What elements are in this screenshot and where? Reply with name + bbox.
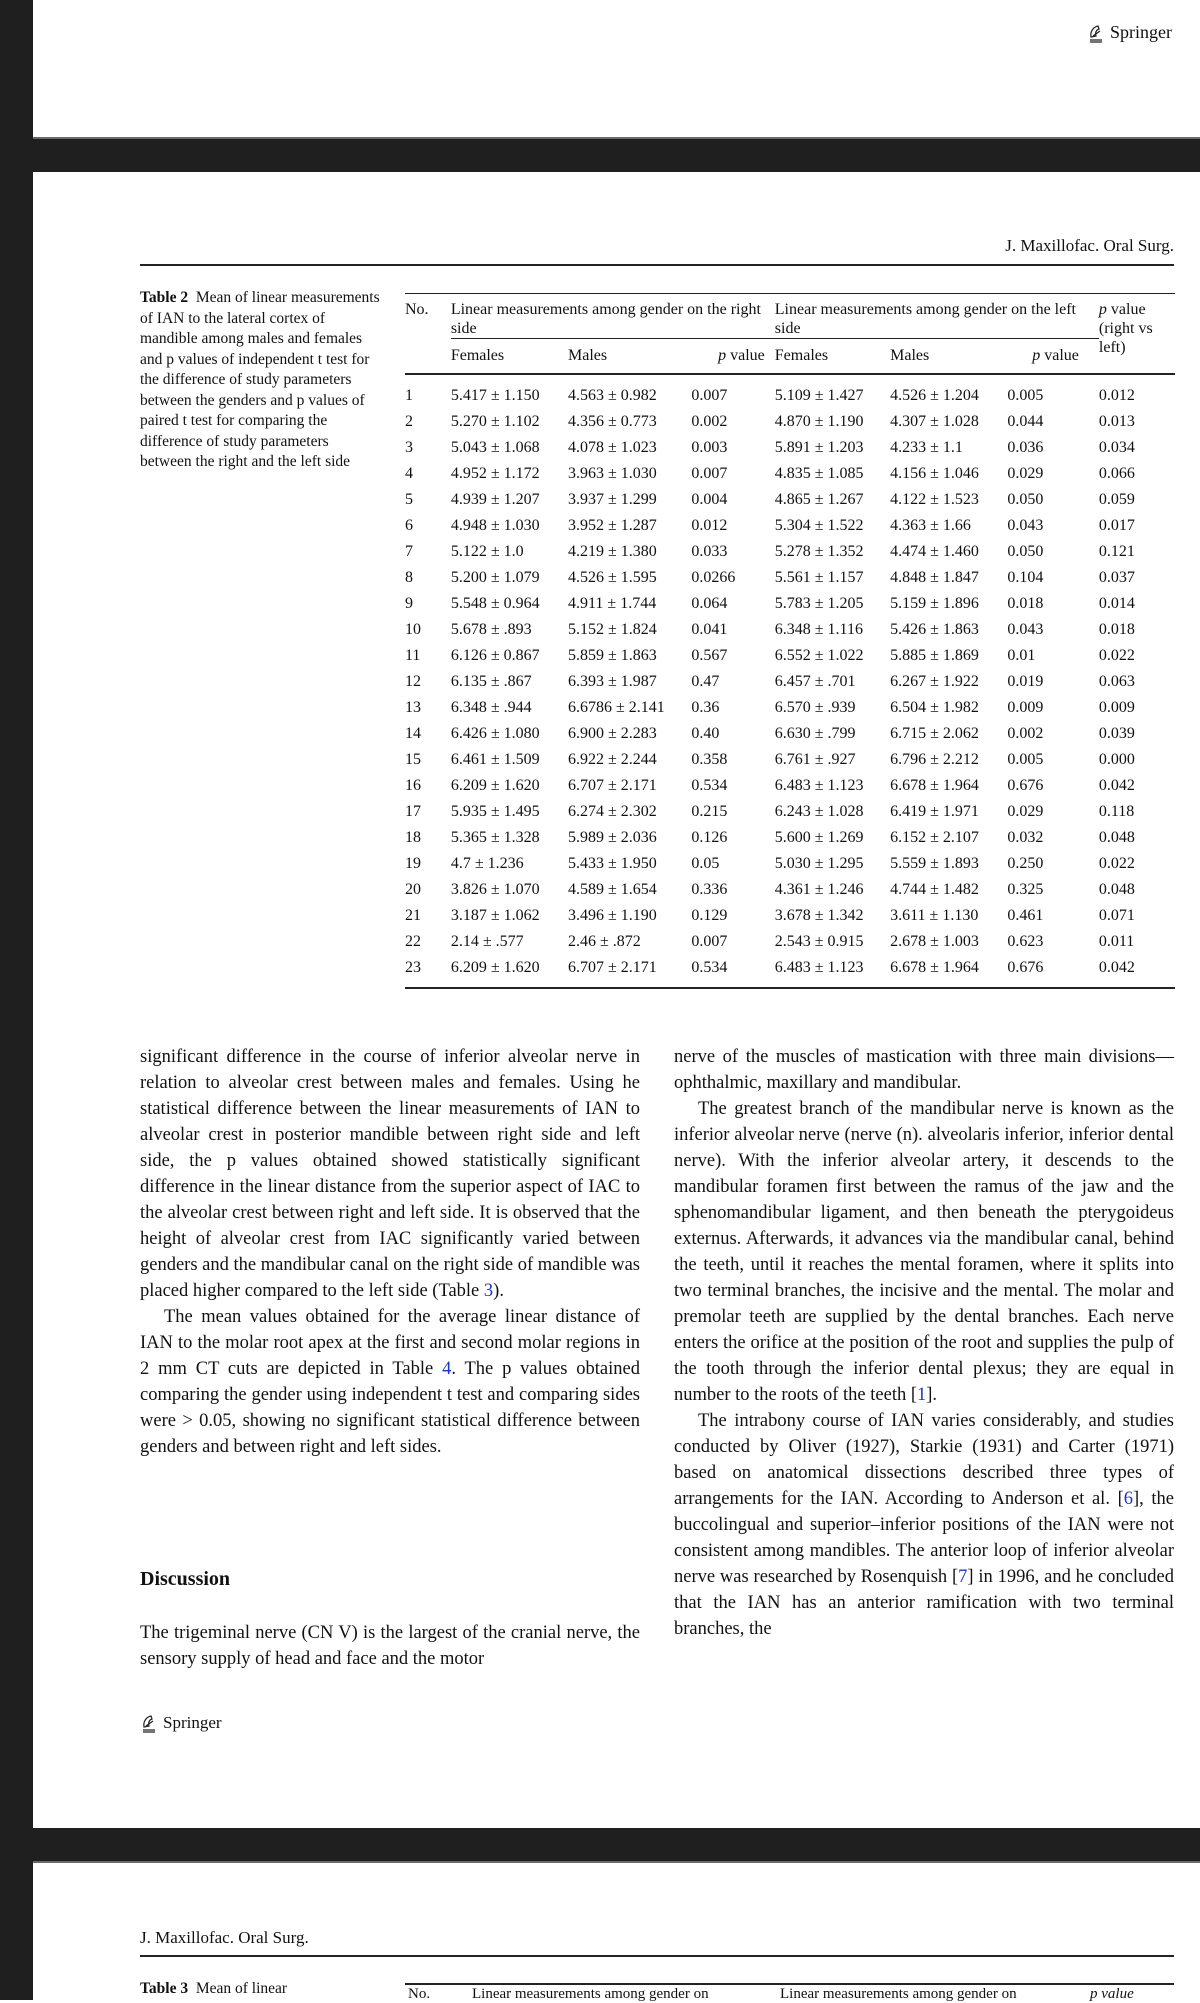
table-cell: 0.009 xyxy=(1007,699,1044,716)
table-cell: 6.900 ± 2.283 xyxy=(568,725,657,742)
section-heading-discussion: Discussion xyxy=(140,1568,231,1590)
table-cell: 0.534 xyxy=(691,959,728,976)
table-cell: 0.01 xyxy=(1007,647,1036,664)
table-cell: 0.126 xyxy=(691,829,728,846)
table-cell: 0.336 xyxy=(691,881,728,898)
table-cell: 5.365 ± 1.328 xyxy=(450,829,540,846)
table-cell: 0.013 xyxy=(1098,413,1135,430)
ref-1-link[interactable]: 1 xyxy=(917,1385,927,1405)
paragraph: nerve of the muscles of mastication with three main divisions—ophthalmic, maxillary and mandibular. xyxy=(674,1047,1174,1093)
table-cell: 5.200 ± 1.079 xyxy=(450,569,540,586)
table-cell: 10 xyxy=(405,621,421,638)
table-cell: 6.243 ± 1.028 xyxy=(774,803,864,820)
table-cell: 0.623 xyxy=(1007,933,1044,950)
table-row xyxy=(405,721,1175,747)
page-separator xyxy=(33,1828,1200,1863)
table-cell: 0.47 xyxy=(691,673,720,690)
table-cell: 3.611 ± 1.130 xyxy=(890,907,979,924)
table-cell: 5.859 ± 1.863 xyxy=(568,647,657,664)
table-cell: 6.419 ± 1.971 xyxy=(890,803,979,820)
table-cell: 5.159 ± 1.896 xyxy=(890,595,979,612)
table-cell: 14 xyxy=(405,725,421,742)
th-left-males: Males xyxy=(890,339,1007,375)
table-row xyxy=(405,565,1175,591)
table-cell: 4.526 ± 1.595 xyxy=(568,569,657,586)
table-cell: 4.939 ± 1.207 xyxy=(450,491,540,508)
table-cell: 2 xyxy=(405,413,413,430)
table-cell: 5.043 ± 1.068 xyxy=(450,439,540,456)
table2-label: Table 2 xyxy=(140,289,189,306)
th-right-males: Males xyxy=(568,339,691,375)
table3-th-left: Linear measurements among gender on xyxy=(780,1986,1017,2002)
table-cell: 3.937 ± 1.299 xyxy=(568,491,657,508)
table-cell: 6.457 ± .701 xyxy=(774,673,856,690)
th-left-females: Females xyxy=(775,339,890,375)
table-cell: 0.048 xyxy=(1098,829,1135,846)
ref-6-link[interactable]: 6 xyxy=(1123,1489,1133,1509)
paragraph: significant difference in the course of inferior alveolar nerve in relation to alveolar crest between males and females. Using he statistical difference between the linear measurements of IAN to alveolar crest in posterior mandible between right side and left side, the p values obtained showed statistically significant difference in the linear distance from the superior aspect of IAC to the alveolar crest between right and left side. It is observed that the height of alveolar crest from IAC significantly varied between genders and the mandibular canal on the right side of mandible was placed higher compared to the left side (Table 3). xyxy=(140,1047,640,1301)
table-cell: 6.152 ± 2.107 xyxy=(890,829,979,846)
table-cell: 0.022 xyxy=(1098,647,1135,664)
table-cell: 0.007 xyxy=(691,465,728,482)
table-cell: 4.307 ± 1.028 xyxy=(890,413,979,430)
table-4-link[interactable]: 4 xyxy=(442,1359,452,1379)
table-row xyxy=(405,374,1175,409)
table-cell: 0.011 xyxy=(1098,933,1135,950)
table-cell: 12 xyxy=(405,673,421,690)
table-cell: 0.000 xyxy=(1098,751,1135,768)
right-column xyxy=(674,1044,1174,1642)
table-cell: 0.014 xyxy=(1098,595,1135,612)
table-cell: 6.922 ± 2.244 xyxy=(568,751,657,768)
p-rl-text: value (right vs left) xyxy=(1098,301,1153,356)
table-cell: 6.426 ± 1.080 xyxy=(450,725,540,742)
table-cell: 6.209 ± 1.620 xyxy=(450,777,540,794)
table-cell: 0.009 xyxy=(1098,699,1135,716)
table-cell: 4.361 ± 1.246 xyxy=(774,881,864,898)
table-cell: 0.071 xyxy=(1098,907,1135,924)
table-cell: 0.042 xyxy=(1098,959,1135,976)
table-cell: 6.126 ± 0.867 xyxy=(450,647,540,664)
table-cell: 9 xyxy=(405,595,413,612)
table-cell: 0.121 xyxy=(1098,543,1135,560)
table-cell: 0.044 xyxy=(1007,413,1044,430)
table-cell: 6.707 ± 2.171 xyxy=(568,959,657,976)
table-cell: 5.885 ± 1.869 xyxy=(890,647,979,664)
springer-label: Springer xyxy=(1110,22,1172,42)
table-cell: 3 xyxy=(405,439,413,456)
table-cell: 0.05 xyxy=(691,855,720,872)
table-cell: 4.948 ± 1.030 xyxy=(450,517,540,534)
table3-th-no: No. xyxy=(408,1986,431,2002)
table-cell: 6.209 ± 1.620 xyxy=(450,959,540,976)
table-cell: 6.483 ± 1.123 xyxy=(774,777,864,794)
table-cell: 6.393 ± 1.987 xyxy=(568,673,657,690)
table-cell: 0.063 xyxy=(1098,673,1135,690)
table-cell: 6.348 ± .944 xyxy=(450,699,532,716)
paragraph: The mean values obtained for the average linear distance of IAN to the molar root apex at the first and second molar regions in 2 mm CT cuts are depicted in Table 4. The p values obtained comparing the gender using independent t test and comparing sides were ˃ 0.05, showing no significant statistical difference between genders and between right and left sides. xyxy=(140,1307,640,1457)
table-cell: 0.064 xyxy=(691,595,728,612)
table-cell: 0.032 xyxy=(1007,829,1044,846)
table-cell: 2.678 ± 1.003 xyxy=(890,933,979,950)
table3-top-rule xyxy=(405,1983,1174,1985)
table-cell: 0.0266 xyxy=(691,569,736,586)
running-head-page3: J. Maxillofac. Oral Surg. xyxy=(140,1928,309,1947)
table-cell: 0.037 xyxy=(1098,569,1135,586)
table-cell: 6.267 ± 1.922 xyxy=(890,673,979,690)
table-cell: 4.526 ± 1.204 xyxy=(890,387,979,404)
table-cell: 4 xyxy=(405,465,413,482)
table-cell: 0.567 xyxy=(691,647,728,664)
table-cell: 0.007 xyxy=(691,933,728,950)
table-cell: 5.030 ± 1.295 xyxy=(774,855,864,872)
table-cell: 4.911 ± 1.744 xyxy=(568,595,657,612)
table-cell: 0.005 xyxy=(1007,387,1044,404)
table-cell: 5.989 ± 2.036 xyxy=(568,829,657,846)
table-row xyxy=(405,617,1175,643)
table-cell: 0.059 xyxy=(1098,491,1135,508)
table-cell: 4.865 ± 1.267 xyxy=(774,491,864,508)
table2 xyxy=(405,293,1175,989)
table-cell: 5.270 ± 1.102 xyxy=(450,413,540,430)
table-cell: 6.274 ± 2.302 xyxy=(568,803,657,820)
table-cell: 0.043 xyxy=(1007,621,1044,638)
table-cell: 5.600 ± 1.269 xyxy=(774,829,864,846)
table-cell: 17 xyxy=(405,803,421,820)
table-cell: 5.152 ± 1.824 xyxy=(568,621,657,638)
table-cell: 0.039 xyxy=(1098,725,1135,742)
table-cell: 8 xyxy=(405,569,413,586)
table-cell: 18 xyxy=(405,829,421,846)
table-cell: 5.935 ± 1.495 xyxy=(450,803,540,820)
table-cell: 3.496 ± 1.190 xyxy=(568,907,657,924)
paragraph: The greatest branch of the mandibular nerve is known as the inferior alveolar nerve (nerve (n). alveolaris inferior, inferior dental nerve). With the inferior alveolar artery, it descends to the mandibular foramen first between the ramus of the jaw and the sphenomandibular ligament, and then beneath the pterygoideus externus. Afterwards, it advances via the mandibular canal, behind the teeth, until it reaches the mental foramen, where it splits into two terminal branches, the incisive and the mental. The molar and premolar teeth are supplied by the dental branches. Each nerve enters the orifice at the position of the root and supplies the pulp of the tooth through the inferior dental plexus; they are equal in number to the roots of the teeth [1]. xyxy=(674,1099,1174,1405)
springer-label: Springer xyxy=(163,1713,222,1732)
table-cell: 6.6786 ± 2.141 xyxy=(568,699,665,716)
table-row xyxy=(405,539,1175,565)
table-cell: 5.891 ± 1.203 xyxy=(774,439,864,456)
table-cell: 0.003 xyxy=(691,439,728,456)
table-cell: 4.870 ± 1.190 xyxy=(774,413,864,430)
table-cell: 0.042 xyxy=(1098,777,1135,794)
th-right-p: p value xyxy=(691,339,774,375)
table-cell: 3.678 ± 1.342 xyxy=(774,907,864,924)
table-cell: 20 xyxy=(405,881,421,898)
ref-7-link[interactable]: 7 xyxy=(958,1567,968,1587)
springer-footer-page2 xyxy=(140,1713,222,1733)
table-cell: 0.325 xyxy=(1007,881,1044,898)
table-cell: 0.043 xyxy=(1007,517,1044,534)
table-cell: 0.002 xyxy=(1007,725,1044,742)
table-cell: 3.963 ± 1.030 xyxy=(568,465,657,482)
table-cell: 0.250 xyxy=(1007,855,1044,872)
table-cell: 0.017 xyxy=(1098,517,1135,534)
table-cell: 0.461 xyxy=(1007,907,1044,924)
table2-caption xyxy=(140,288,380,473)
table2-caption-text: Mean of linear measurements of IAN to the lateral cortex of mandible among males and females and p values of independent t test for the difference of study parameters between the genders and p values of paired t test for comparing the difference of study parameters between the right and the left side xyxy=(140,289,380,470)
table-cell: 6.504 ± 1.982 xyxy=(890,699,979,716)
table-row xyxy=(405,955,1175,988)
table-cell: 0.534 xyxy=(691,777,728,794)
table-cell: 0.36 xyxy=(691,699,720,716)
table-row xyxy=(405,851,1175,877)
table-cell: 6.348 ± 1.116 xyxy=(774,621,863,638)
paragraph: The intrabony course of IAN varies considerably, and studies conducted by Oliver (1927), Starkie (1931) and Carter (1971) based on anatomical dissections described three types of arrangements for the IAN. According to Anderson et al. [6], the buccolingual and superior–inferior positions of the IAN were not consistent among mandibles. The anterior loop of inferior alveolar nerve was researched by Rosenquish [7] in 1996, and he concluded that the IAN has an anterior ramification with two terminal branches, the xyxy=(674,1411,1174,1639)
table-cell: 6.483 ± 1.123 xyxy=(774,959,864,976)
paragraph: The trigeminal nerve (CN V) is the largest of the cranial nerve, the sensory supply of head and face and the motor xyxy=(140,1623,640,1669)
table-cell: 6.796 ± 2.212 xyxy=(890,751,979,768)
table-cell: 4.744 ± 1.482 xyxy=(890,881,979,898)
table-cell: 0.007 xyxy=(691,387,728,404)
table-cell: 5.783 ± 1.205 xyxy=(774,595,864,612)
table-cell: 0.034 xyxy=(1098,439,1135,456)
table-cell: 6.678 ± 1.964 xyxy=(890,959,979,976)
table-cell: 5.304 ± 1.522 xyxy=(774,517,864,534)
table-row xyxy=(405,435,1175,461)
table-cell: 4.952 ± 1.172 xyxy=(450,465,540,482)
table-cell: 0.676 xyxy=(1007,959,1044,976)
table-cell: 4.233 ± 1.1 xyxy=(890,439,963,456)
table-cell: 3.952 ± 1.287 xyxy=(568,517,657,534)
table-cell: 6.570 ± .939 xyxy=(774,699,856,716)
th-left-group: Linear measurements among gender on the left side xyxy=(774,301,1076,337)
th-p-right-vs-left: p value (right vs left) xyxy=(1099,294,1175,375)
table-cell: 2.14 ± .577 xyxy=(450,933,524,950)
table-cell: 4.7 ± 1.236 xyxy=(450,855,524,872)
table-cell: 0.104 xyxy=(1007,569,1044,586)
table-cell: 15 xyxy=(405,751,421,768)
table-row xyxy=(405,903,1175,929)
table-cell: 6.552 ± 1.022 xyxy=(774,647,864,664)
table-cell: 2.543 ± 0.915 xyxy=(774,933,864,950)
springer-logo-icon xyxy=(140,1713,158,1733)
table-cell: 19 xyxy=(405,855,421,872)
table-cell: 0.676 xyxy=(1007,777,1044,794)
table-cell: 4.156 ± 1.046 xyxy=(890,465,979,482)
left-column xyxy=(140,1044,640,1460)
table-cell: 0.358 xyxy=(691,751,728,768)
table-cell: 1 xyxy=(405,387,413,404)
table-cell: 7 xyxy=(405,543,413,560)
table-cell: 6.715 ± 2.062 xyxy=(890,725,979,742)
table-cell: 21 xyxy=(405,907,421,924)
header-rule xyxy=(140,264,1174,266)
table-cell: 6.707 ± 2.171 xyxy=(568,777,657,794)
table-row xyxy=(405,773,1175,799)
table-row xyxy=(405,747,1175,773)
table-cell: 4.474 ± 1.460 xyxy=(890,543,979,560)
table-cell: 0.050 xyxy=(1007,543,1044,560)
table-cell: 0.029 xyxy=(1007,803,1044,820)
table-cell: 6.630 ± .799 xyxy=(774,725,856,742)
left-column-discussion xyxy=(140,1620,640,1672)
table-cell: 0.033 xyxy=(691,543,728,560)
table-cell: 5.278 ± 1.352 xyxy=(774,543,864,560)
table-3-link[interactable]: 3 xyxy=(483,1281,494,1301)
table-cell: 0.40 xyxy=(691,725,720,742)
table-cell: 0.012 xyxy=(1098,387,1135,404)
table-cell: 6.461 ± 1.509 xyxy=(450,751,540,768)
table-cell: 0.036 xyxy=(1007,439,1044,456)
table3-th-p: p value xyxy=(1090,1986,1134,2002)
table-row xyxy=(405,799,1175,825)
table-row xyxy=(405,695,1175,721)
springer-logo-icon xyxy=(1087,23,1105,43)
table-cell: 6.135 ± .867 xyxy=(450,673,532,690)
table-cell: 6.761 ± .927 xyxy=(774,751,856,768)
viewer-left-margin xyxy=(0,0,33,2000)
table-cell: 0.012 xyxy=(691,517,728,534)
table-cell: 0.118 xyxy=(1098,803,1135,820)
table-cell: 11 xyxy=(405,647,421,664)
table-cell: 5.433 ± 1.950 xyxy=(568,855,657,872)
table-cell: 23 xyxy=(405,959,421,976)
table-cell: 0.048 xyxy=(1098,881,1135,898)
table-cell: 0.129 xyxy=(691,907,728,924)
table-cell: 4.356 ± 0.773 xyxy=(568,413,657,430)
table-row xyxy=(405,877,1175,903)
table-cell: 5.559 ± 1.893 xyxy=(890,855,979,872)
table-row xyxy=(405,669,1175,695)
table-cell: 5.109 ± 1.427 xyxy=(774,387,864,404)
table-cell: 0.050 xyxy=(1007,491,1044,508)
th-right-females: Females xyxy=(451,339,568,375)
table-cell: 4.835 ± 1.085 xyxy=(774,465,864,482)
table-cell: 0.022 xyxy=(1098,855,1135,872)
table-row xyxy=(405,825,1175,851)
springer-footer-page1 xyxy=(1087,22,1172,43)
table-row xyxy=(405,409,1175,435)
table-cell: 0.005 xyxy=(1007,751,1044,768)
table-cell: 4.848 ± 1.847 xyxy=(890,569,979,586)
table-cell: 0.029 xyxy=(1007,465,1044,482)
table-cell: 13 xyxy=(405,699,421,716)
table-cell: 0.041 xyxy=(691,621,728,638)
table-cell: 4.078 ± 1.023 xyxy=(568,439,657,456)
table3-label: Table 3 xyxy=(140,1980,189,1997)
table-cell: 5.678 ± .893 xyxy=(450,621,532,638)
table3-th-right: Linear measurements among gender on xyxy=(472,1986,709,2002)
table-cell: 4.363 ± 1.66 xyxy=(890,517,971,534)
table-row xyxy=(405,487,1175,513)
table-cell: 16 xyxy=(405,777,421,794)
table-row xyxy=(405,461,1175,487)
table-cell: 0.066 xyxy=(1098,465,1135,482)
table-cell: 4.563 ± 0.982 xyxy=(568,387,657,404)
table-cell: 5.426 ± 1.863 xyxy=(890,621,979,638)
table-cell: 0.019 xyxy=(1007,673,1044,690)
table-cell: 6.678 ± 1.964 xyxy=(890,777,979,794)
table-cell: 5.122 ± 1.0 xyxy=(450,543,524,560)
table-cell: 4.589 ± 1.654 xyxy=(568,881,657,898)
table-cell: 4.219 ± 1.380 xyxy=(568,543,657,560)
header-rule-page3 xyxy=(140,1955,1174,1957)
table-row xyxy=(405,513,1175,539)
table-row xyxy=(405,643,1175,669)
table-cell: 3.826 ± 1.070 xyxy=(450,881,540,898)
table-cell: 0.018 xyxy=(1007,595,1044,612)
table-cell: 5.417 ± 1.150 xyxy=(450,387,540,404)
table-cell: 22 xyxy=(405,933,421,950)
running-head: J. Maxillofac. Oral Surg. xyxy=(1005,236,1174,255)
table-cell: 2.46 ± .872 xyxy=(568,933,641,950)
table-cell: 5 xyxy=(405,491,413,508)
table-cell: 0.004 xyxy=(691,491,728,508)
table-row xyxy=(405,929,1175,955)
table3-caption: Table 3 Mean of linear xyxy=(140,1980,288,1997)
table-cell: 0.215 xyxy=(691,803,728,820)
page-separator xyxy=(33,137,1200,172)
table-cell: 0.002 xyxy=(691,413,728,430)
table-cell: 3.187 ± 1.062 xyxy=(450,907,540,924)
table-cell: 5.561 ± 1.157 xyxy=(774,569,864,586)
th-left-p: p value xyxy=(1007,339,1099,375)
table-cell: 5.548 ± 0.964 xyxy=(450,595,540,612)
th-right-group: Linear measurements among gender on the right side xyxy=(450,301,761,337)
table-cell: 0.018 xyxy=(1098,621,1135,638)
th-no: No. xyxy=(405,294,451,375)
table-row xyxy=(405,591,1175,617)
table-cell: 6 xyxy=(405,517,413,534)
table-cell: 4.122 ± 1.523 xyxy=(890,491,979,508)
